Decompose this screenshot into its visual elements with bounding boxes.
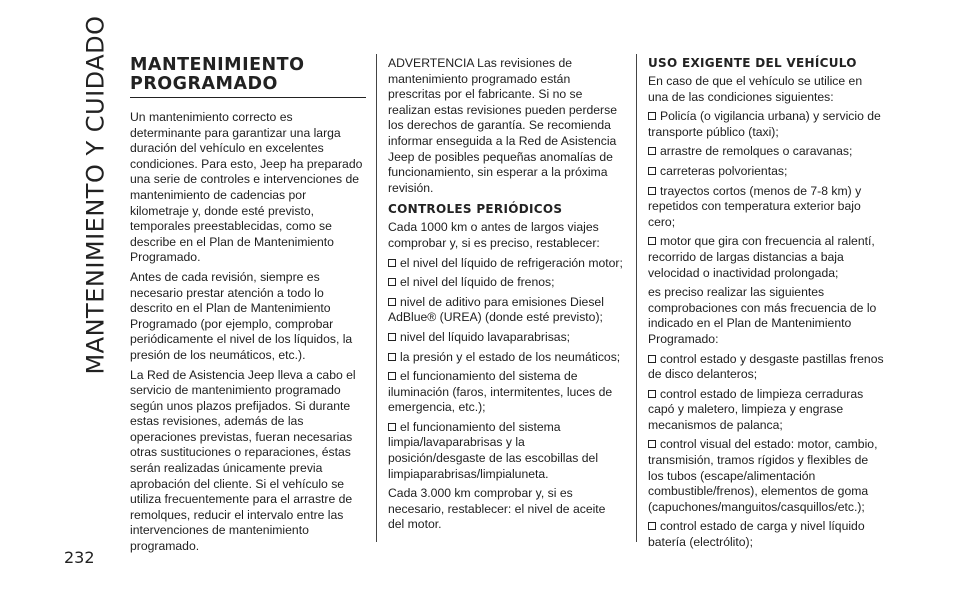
checkbox-bullet-icon bbox=[648, 147, 656, 155]
column-divider bbox=[376, 54, 377, 542]
checkbox-bullet-icon bbox=[388, 278, 396, 286]
list-item: el funcionamiento del sistema limpia/lavaparabrisas y la posición/desgaste de las escobillas del limpiaparabrisas/limpialuneta. bbox=[388, 419, 599, 481]
checkbox-bullet-icon bbox=[388, 333, 396, 341]
list-item: arrastre de remolques o caravanas; bbox=[648, 144, 884, 160]
column-divider bbox=[636, 54, 637, 542]
list-item: el nivel del líquido de refrigeración motor; bbox=[388, 256, 624, 272]
paragraph: Cada 1000 km o antes de largos viajes comprobar y, si es preciso, restablecer: bbox=[388, 220, 600, 250]
list-item: nivel del líquido lavaparabrisas; bbox=[388, 330, 624, 346]
column-1 bbox=[130, 56, 366, 559]
section-heading-mantenimiento: MANTENIMIENTO PROGRAMADO bbox=[130, 56, 366, 98]
list-item: el funcionamiento del sistema de iluminación (faros, intermitentes, luces de emergencia, etc.); bbox=[388, 369, 613, 415]
paragraph: La Red de Asistencia Jeep lleva a cabo el servicio de mantenimiento programado según unos plazos prefijados. Si durante estas revisiones, además de las operaciones previstas, fueran necesarias otras sustituciones o reparaciones, éstas serán realizadas únicamente previa aprobación del cliente. Si el vehículo se utiliza frecuentemente para el arrastre de remolques, reducir el intervalo entre las intervenciones de mantenimiento programado. bbox=[130, 367, 356, 554]
column-3 bbox=[648, 56, 884, 555]
checkbox-bullet-icon bbox=[648, 390, 656, 398]
list-item: motor que gira con frecuencia al ralentí, recorrido de largas distancias a baja velocidad o inactividad prolongada; bbox=[648, 234, 875, 280]
paragraph: Un mantenimiento correcto es determinante para garantizar una larga duración del vehículo en excelentes condiciones. Para esto, Jeep ha preparado una serie de controles e intervenciones de mantenimiento de cadencias por kilometraje y, donde esté previsto, temporales preestablecidas, como se describe en el Plan de Mantenimiento Programado. bbox=[130, 110, 363, 265]
section-heading-uso-exigente: USO EXIGENTE DEL VEHÍCULO bbox=[648, 56, 857, 70]
paragraph: En caso de que el vehículo se utilice en una de las condiciones siguientes: bbox=[648, 74, 863, 104]
list-item: control estado de limpieza cerraduras capó y maletero, limpieza y engrase mecanismos de palanca; bbox=[648, 386, 864, 432]
list-item: nivel de aditivo para emisiones Diesel AdBlue® (UREA) (donde esté previsto); bbox=[388, 294, 604, 325]
list-item: carreteras polvorientas; bbox=[648, 164, 884, 180]
checkbox-bullet-icon bbox=[388, 423, 396, 431]
list-item: control estado de carga y nivel líquido batería (electrólito); bbox=[648, 519, 865, 550]
checkbox-bullet-icon bbox=[388, 259, 396, 267]
checkbox-bullet-icon bbox=[648, 237, 656, 245]
checkbox-bullet-icon bbox=[388, 372, 396, 380]
checkbox-bullet-icon bbox=[648, 355, 656, 363]
list-item: el nivel del líquido de frenos; bbox=[388, 275, 624, 291]
column-2 bbox=[388, 56, 624, 537]
warning-paragraph: ADVERTENCIA Las revisiones de mantenimiento programado están prescritas por el fabricante. Si no se realizan estas revisiones pueden perderse los derechos de garantía. Se recomienda informar enseguida a la Red de Asistencia Jeep de posibles pequeñas anomalías de funcionamiento, sin esperar a la próxima revisión. bbox=[388, 56, 617, 195]
checkbox-bullet-icon bbox=[648, 440, 656, 448]
chapter-side-title bbox=[81, 15, 111, 375]
list-item: la presión y el estado de los neumáticos; bbox=[388, 350, 624, 366]
checkbox-bullet-icon bbox=[648, 522, 656, 530]
checkbox-bullet-icon bbox=[388, 298, 396, 306]
chapter-title-text: MANTENIMIENTO Y CUIDADO bbox=[82, 15, 110, 375]
bullet-list bbox=[388, 256, 624, 483]
page-number: 232 bbox=[64, 548, 95, 567]
section-heading-controles: CONTROLES PERIÓDICOS bbox=[388, 202, 563, 217]
paragraph: Antes de cada revisión, siempre es necesario prestar atención a todo lo descrito en el Plan de Mantenimiento Programado (por ejemplo, comprobar periódicamente el nivel de los líquidos, la presión de los neumáticos, etc.). bbox=[130, 269, 353, 362]
list-item: control estado y desgaste pastillas frenos de disco delanteros; bbox=[648, 351, 884, 382]
checkbox-bullet-icon bbox=[648, 167, 656, 175]
checks-list bbox=[648, 352, 884, 551]
checkbox-bullet-icon bbox=[388, 353, 396, 361]
list-item: trayectos cortos (menos de 7-8 km) y repetidos con temperatura exterior bajo cero; bbox=[648, 183, 862, 229]
paragraph: Cada 3.000 km comprobar y, si es necesario, restablecer: el nivel de aceite del motor. bbox=[388, 486, 606, 532]
conditions-list bbox=[648, 109, 884, 281]
paragraph: es preciso realizar las siguientes comprobaciones con más frecuencia de lo indicado en el Plan de Mantenimiento Programado: bbox=[648, 285, 877, 346]
checkbox-bullet-icon bbox=[648, 112, 656, 120]
checkbox-bullet-icon bbox=[648, 187, 656, 195]
list-item: control visual del estado: motor, cambio, transmisión, tramos rígidos y flexibles de los tubos (escape/alimentación combustible/frenos), elementos de goma (capuchones/manguitos/casquillos/etc.); bbox=[648, 437, 878, 514]
list-item: Policía (o vigilancia urbana) y servicio de transporte público (taxi); bbox=[648, 109, 881, 139]
